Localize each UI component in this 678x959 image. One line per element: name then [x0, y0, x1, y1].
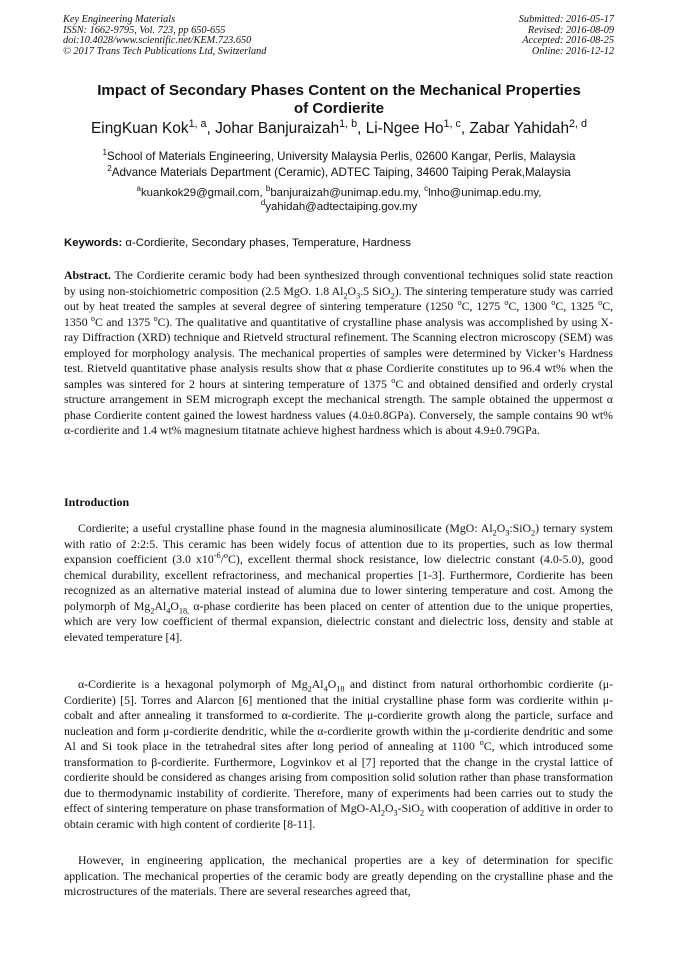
accepted-date: Accepted: 2016-08-25 — [522, 35, 614, 47]
intro-paragraph-3 — [64, 853, 613, 900]
email-line-2 — [40, 200, 638, 214]
intro-paragraph-1 — [64, 521, 613, 645]
abstract-text: The Cordierite ceramic body had been synthesized through conventional techniques solid state reaction by using non-stoichiometric composition (2.5 MgO. 1.8 Al — [64, 268, 613, 298]
abstract-text: 0.8GPa). Conversely, the sample contains 90 wt% α-cordierite and 1.4 wt% magnesium titatnate achieve highest hardness which is about 4.9 — [64, 407, 613, 437]
author-name: EingKuan Kok — [91, 120, 189, 137]
intro-paragraph-2 — [64, 677, 613, 832]
author-name: Johar Banjuraizah — [215, 120, 340, 137]
degree-sup: o — [223, 551, 229, 561]
intro-text: However, in engineering application, the mechanical properties are a key of determination for specific application. The mechanical properties of the ceramic body are greatly depending on the crystalline phase and the microstructures of the materials. There are several researches agreed that, — [64, 853, 613, 898]
affiliation-text: School of Materials Engineering, University Malaysia Perlis, 02600 Kangar, Perlis, Malaysia — [107, 150, 576, 163]
abstract-text: ). The sintering temperature study was carried out by heat treated the samples at several degree of sintering temperature (1250 — [64, 283, 614, 313]
email-link[interactable]: yahidah@adtectaiping.gov.my — [265, 201, 418, 213]
email-list — [40, 186, 638, 214]
intro-text: C), excellent thermal shock resistance, low dielectric constant (4.0-5.0), good chemical durability, excellent refractoriness, and mechanical properties [1-3]. Furthermore, Cordierite has been recognized as an alternative material instead of alumina due to lower sintering temperature and cost. Among the polymorph of Mg — [64, 552, 613, 613]
subscript: 4 — [323, 684, 328, 694]
intro-text: C, which introduced some transformation to β-cordierite. Furthermore, Logvinkov et al [7] reported that the change in the crystal lattice of cordierite should be considered as changes arising from composition solid solution rather than phase transformation due to thermodynamic instability of cordierite. Therefore, many of experiments had been carries out to study the effect of sintering temperature on phase transformation of MgO-Al — [64, 739, 613, 815]
issn-line: ISSN: 1662-9795, Vol. 723, pp 650-655 — [63, 24, 226, 36]
abstract-text: C). The qualitative and quantitative of crystalline phase analysis was accomplished by using X-ray Diffraction (XRD) technique and Rietveld structural refinement. The Scanning electron microscopy (SEM) was employed for morphology analysis. The mechanical properties of samples were determined by Vicker’s Hardness test. Rietveld quantitative phase analysis results show that α phase Cordierite constitutes up to 96.4 wt% when the samples was sintered for 2 hours at sintering temperature of 1375 — [64, 314, 613, 391]
affiliation-text: Advance Materials Department (Ceramic), ADTEC Taiping, 34600 Taiping Perak,Malaysia — [111, 165, 571, 179]
intro-text: -SiO — [397, 801, 420, 815]
abstract-text: C, 1350 — [64, 299, 614, 329]
affiliation-sup: 2 — [107, 163, 112, 173]
plus-minus-symbol: ± — [489, 423, 496, 437]
intro-text: and distinct from natural orthorhombic cordierite (μ-Cordierite) [5]. Torres and Alarcon [6] mentioned that the initial crystalline phase form was cordierite within μ-cobalt and after annealing it transformed to α-cordierite. The μ-cordierite growth along the particle, surface and nucleation and form μ-cordierite dendritic, while the α-cordierite growth within the μ-cordierite dendritic and some Al and Si took place in the tetrahedral sites after long period of annealing at 1100 — [64, 677, 614, 753]
abstract-text: C, 1275 — [461, 299, 505, 313]
degree-sup: o — [90, 313, 96, 323]
journal-name: Key Engineering Materials — [63, 14, 176, 25]
degree-sup: o — [598, 298, 603, 308]
intro-text: α-Cordierite is a hexagonal polymorph of Mg — [78, 677, 308, 691]
title-line-1: Impact of Secondary Phases Content on the Mechanical Properties — [97, 82, 581, 99]
keywords-text: α-Cordierite, Secondary phases, Temperature, Hardness — [125, 237, 411, 249]
affiliation-list — [40, 149, 638, 180]
subscript: 2 — [343, 290, 348, 300]
subscript: 2 — [531, 528, 536, 538]
intro-text: O — [496, 521, 506, 535]
author-sup: 1, c — [443, 117, 461, 130]
intro-text: ) ternary system with ratio of 2:2:5. This ceramic has been widely focus of attention due to its properties, such as low thermal expansion coefficient (3.0 x10 — [64, 521, 613, 566]
subscript: 18 — [336, 684, 345, 694]
abstract-text: C, 1325 — [555, 299, 599, 313]
intro-text: O — [327, 677, 337, 691]
subscript: 2 — [380, 808, 385, 818]
abstract-text: O — [347, 283, 357, 298]
author-name: Zabar Yahidah — [469, 120, 570, 137]
abstract-text: C and 1375 — [95, 314, 154, 329]
email-sup: c — [424, 184, 429, 194]
keywords-label: Keywords: — [64, 237, 123, 249]
author-name: Li-Ngee Ho — [365, 120, 444, 137]
subscript: 4 — [166, 605, 171, 615]
subscript: 2 — [307, 684, 312, 694]
intro-text: Al — [311, 677, 324, 691]
subscript: 2 — [150, 605, 155, 615]
subscript: 2 — [492, 528, 497, 538]
degree-sup: o — [504, 298, 509, 308]
exponent-sup: -6 — [213, 551, 221, 561]
affiliation-sup: 1 — [102, 148, 108, 158]
degree-sup: o — [551, 298, 556, 308]
author-sup: 1, b — [339, 117, 358, 130]
degree-sup: o — [457, 298, 462, 308]
submitted-date: Submitted: 2016-05-17 — [518, 14, 614, 25]
copyright-line: © 2017 Trans Tech Publications Ltd, Switzerland — [63, 45, 267, 57]
abstract-label: Abstract. — [64, 268, 111, 282]
email-link[interactable]: lnho@unimap.edu.my — [428, 187, 539, 199]
section-heading-introduction: Introduction — [64, 495, 130, 509]
intro-text: with cooperation of additive in order to obtain ceramic with high content of cordierite [8-11]. — [64, 801, 614, 831]
affiliation-2 — [40, 165, 638, 181]
subscript: 3 — [393, 808, 398, 818]
affiliation-1 — [40, 149, 638, 165]
paper-title — [40, 82, 638, 117]
intro-text: Al — [154, 598, 167, 613]
author-list: EingKuan Kok$^{1, a}$, Johar Banjuraizah$^{1, b}$, Li-Ngee Ho$^{1, c}$, Zabar Yahidah$^{2, d}$ — [91, 117, 587, 137]
degree-sup: o — [153, 313, 158, 323]
subscript: 2 — [390, 290, 395, 300]
intro-text: Cordierite; a useful crystalline phase found in the magnesia aluminosilicate (MgO: Al — [78, 521, 493, 535]
email-sup: a — [136, 184, 141, 194]
online-date: Online: 2016-12-12 — [531, 45, 614, 57]
subscript: 3 — [356, 290, 361, 300]
intro-text: / — [220, 552, 224, 566]
degree-sup: o — [479, 738, 484, 748]
intro-text: α-phase cordierite has been placed on center of attention due to the unique properties, which are very low coefficient of thermal expansion, dielectric constant and dielectric loss, density and stable at elevated temperature [4]. — [64, 598, 613, 644]
author-sup: 1, a — [188, 117, 207, 130]
keywords — [64, 236, 624, 250]
abstract-paragraph — [64, 268, 613, 439]
subscript: 2 — [419, 808, 425, 818]
degree-sup: o — [391, 375, 396, 385]
intro-text: O — [385, 801, 394, 815]
intro-text: :SiO — [509, 521, 532, 535]
abstract-text: C, 1300 — [508, 299, 552, 313]
journal-header-left — [63, 15, 266, 57]
email-link[interactable]: banjuraizah@unimap.edu.my — [270, 187, 418, 199]
revised-date: Revised: 2016-08-09 — [527, 24, 614, 36]
email-sup: b — [265, 184, 271, 194]
subscript: 18, — [178, 605, 190, 615]
abstract-text: 0.79GPa. — [496, 423, 540, 437]
email-line-1: $^a$kuankok29@gmail.com, $^b$banjuraizah@unimap.edu.my, $^c$lnho@unimap.edu.my, — [136, 184, 542, 199]
abstract-text: .5 SiO — [360, 283, 391, 298]
email-link[interactable]: kuankok29@gmail.com — [140, 187, 260, 199]
plus-minus-symbol: ± — [367, 407, 375, 422]
email-sup: d — [260, 198, 266, 208]
title-line-2: of Cordierite — [293, 99, 385, 117]
journal-header-right — [519, 15, 614, 57]
intro-text: O — [170, 598, 179, 613]
doi-link[interactable]: doi:10.4028/www.scientific.net/KEM.723.650 — [63, 35, 252, 47]
abstract-text: C and obtained densified and orderly crystal structure arrangement in SEM micrograph except the mechanical strength. The sample obtained the uppermost α phase Cordierite content gained the lowest hardness values (4.0 — [64, 376, 613, 422]
author-sup: 2, d — [569, 117, 587, 130]
subscript: 3 — [505, 528, 510, 538]
